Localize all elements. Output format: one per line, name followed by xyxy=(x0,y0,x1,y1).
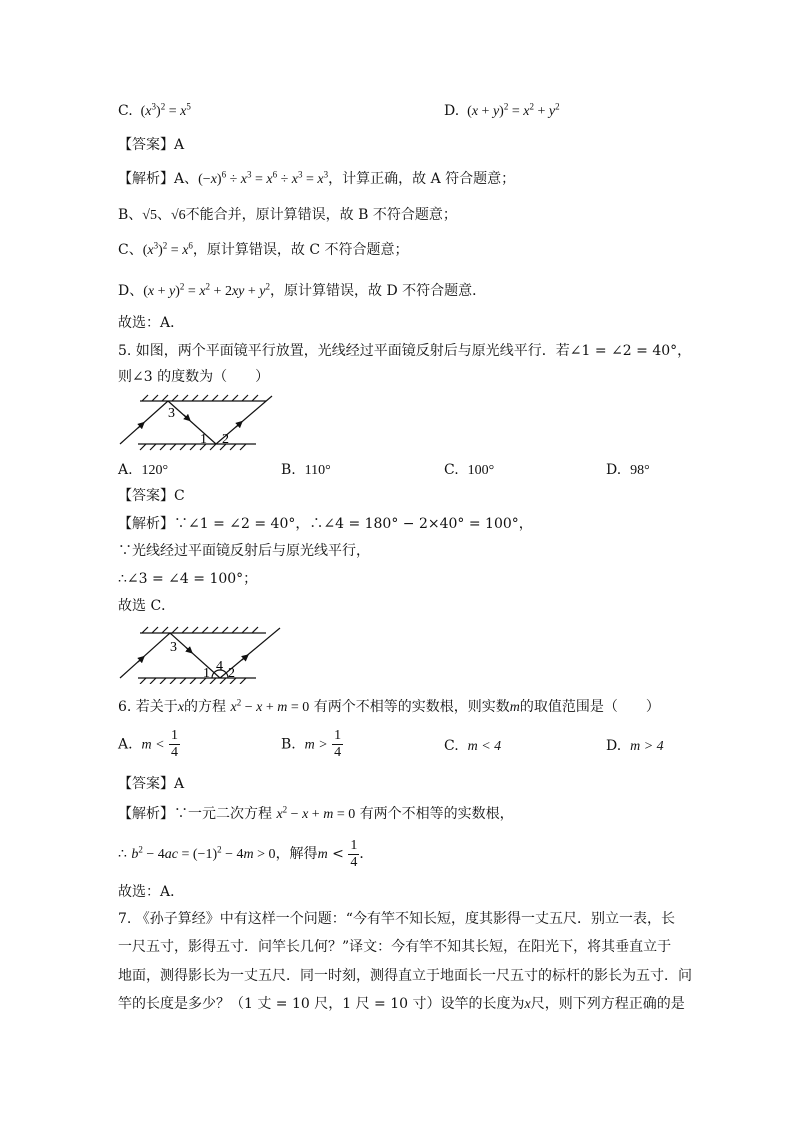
q5-stem-line2: 则∠3 的度数为（ ） xyxy=(118,369,270,385)
top-mirror xyxy=(140,395,266,401)
q5-option-a: A. 120° xyxy=(118,462,169,478)
q4-analysis-b: B、√5、√6不能合并，原计算错误，故 B 不符合题意； xyxy=(118,207,457,223)
q5-analysis-figure xyxy=(118,624,290,684)
q4-analysis-a: 【解析】A、$(-x)^6 \div x^3 = x^6 \div x^3 = x^3$，计算正确，故 A 符合题意； xyxy=(118,169,516,187)
q5-analysis-line3: ∴∠3 = ∠4 = 100°； xyxy=(118,571,258,587)
q6-analysis-line1: 【解析】∵一元二次方程 $x^2 - x + m = 0$ 有两个不相等的实数根， xyxy=(118,804,514,822)
q6-option-c: C. m < 4 xyxy=(444,738,502,754)
q6-analysis-line2: ∴ $b^2 - 4ac = (-1)^2 - 4m > 0$，解得m < $\frac{1}{4}$ ． xyxy=(118,837,374,870)
q4-analysis-c: C、$(x^3)^2 = x^6$，原计算错误，故 C 不符合题意； xyxy=(118,240,409,258)
q5-answer: 【答案】C xyxy=(118,488,185,504)
q7-line4: 竿的长度是多少？（1 丈 = 10 尺，1 尺 = 10 寸）设竿的长度为x尺，则下列方程正确的是 xyxy=(118,996,685,1012)
q6-option-a: A. m < $\frac{1}{4}$ xyxy=(118,728,178,760)
q4-answer: 【答案】A xyxy=(118,137,185,153)
q7-line2: 一尺五寸，影得五寸．问竿长几何？”译文：今有竿不知其长短，在阳光下，将其垂直立于 xyxy=(118,939,672,955)
q5-analysis-line1: 【解析】∵∠1 = ∠2 = 40°，∴∠4 = 180° − 2×40° = 100°， xyxy=(118,516,533,532)
q5-analysis-line2: ∵光线经过平面镜反射后与原光线平行， xyxy=(118,543,370,559)
q5-stem-line1: 5. 如图，两个平面镜平行放置，光线经过平面镜反射后与原光线平行．若∠1 = ∠2 = 40°， xyxy=(118,343,692,359)
q6-answer: 【答案】A xyxy=(118,776,185,792)
q7-line1: 7. 《孙子算经》中有这样一个问题：“今有竿不知长短，度其影得一丈五尺．别立一表，长 xyxy=(118,911,675,927)
q5-option-d: D. 98° xyxy=(606,462,650,478)
q4-conclusion: 故选：A． xyxy=(118,315,185,331)
q6-conclusion: 故选：A． xyxy=(118,884,185,900)
angle-3-label: 3 xyxy=(168,406,175,421)
angle-1-label: 1 xyxy=(200,432,207,447)
q4-analysis-d: D、$(x + y)^2 = x^2 + 2xy + y^2$，原计算错误，故 D 不符合题意． xyxy=(118,281,487,299)
light-ray xyxy=(120,396,272,444)
angle-2-label: 2 xyxy=(228,666,235,681)
q5-option-c: C. 100° xyxy=(444,462,495,478)
q5-option-b: B. 110° xyxy=(281,462,331,478)
q5-mirror-figure xyxy=(118,392,290,452)
q5-conclusion: 故选 C． xyxy=(118,598,176,614)
bottom-mirror xyxy=(138,444,256,450)
q7-line3: 地面，测得影长为一丈五尺．同一时刻，测得直立于地面长一尺五寸的标杆的影长为五寸．问 xyxy=(118,968,692,984)
angle-2-label: 2 xyxy=(222,432,229,447)
q6-option-d: D. m > 4 xyxy=(606,738,664,754)
angle-3-label: 3 xyxy=(170,640,177,655)
q4-option-c: C. $(x^3)^2 = x^5$ xyxy=(118,101,191,119)
angle-4-label: 4 xyxy=(216,659,223,674)
q6-option-b: B. m > $\frac{1}{4}$ xyxy=(281,728,342,760)
angle-1-label: 1 xyxy=(203,666,210,681)
q4-option-d: D. $(x + y)^2 = x^2 + y^2$ xyxy=(444,101,560,119)
q6-stem: 6. 若关于x的方程 $x^2 - x + m = 0$ 有两个不相等的实数根，则实数m的取值范围是（ ） xyxy=(118,697,660,715)
